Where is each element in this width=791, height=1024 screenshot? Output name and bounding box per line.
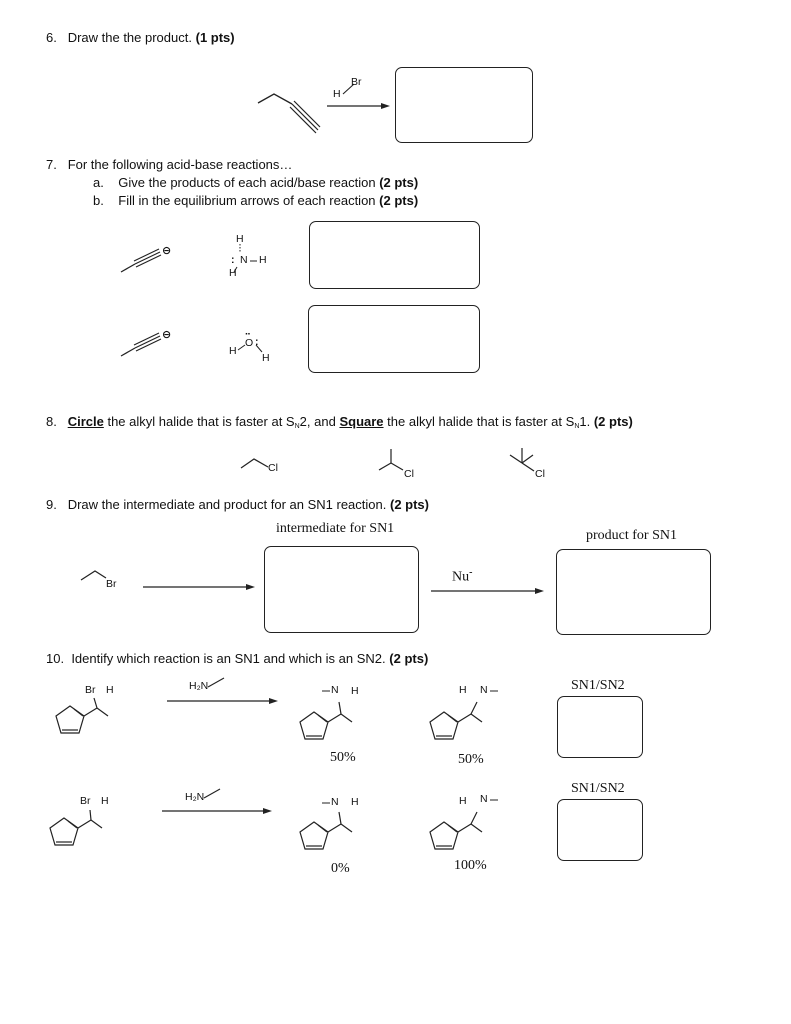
carbanion-charge-2: ⊖	[162, 329, 172, 341]
ethyl-bromide-br: Br	[106, 578, 117, 590]
water-lone-pair-top: ··	[245, 328, 250, 340]
tert-butyl-chloride	[510, 448, 534, 471]
row2-product1-percent: 0%	[331, 861, 350, 876]
question-8-prompt: 8. Circle the alkyl halide that is faster at $S_N2$, and Square the alkyl halide that is faster at $S_N1$. (2 pts)	[46, 414, 633, 430]
row1-reactant-h: H	[106, 684, 114, 696]
q10-row1-product2-ring	[430, 702, 482, 739]
row1-product2-percent: 50%	[458, 752, 484, 767]
question-9-prompt: 9. Draw the intermediate and product for an SN1 reaction. (2 pts)	[46, 497, 429, 512]
isopropyl-chloride	[379, 449, 403, 470]
row1-product1-percent: 50%	[330, 750, 356, 765]
water-h-left: H	[229, 345, 237, 357]
q6-answer-box[interactable]	[395, 67, 533, 143]
row2-product2-n: N	[480, 793, 488, 805]
row2-reactant-br: Br	[80, 795, 91, 807]
row1-answer-box[interactable]	[557, 696, 643, 758]
ammonia-n: N	[240, 254, 248, 266]
question-7-prompt: 7. For the following acid-base reactions…	[46, 157, 293, 172]
row1-reactant-br: Br	[85, 684, 96, 696]
row1-product1-h: H	[351, 685, 359, 697]
row2-answer-label: SN1/SN2	[571, 781, 625, 796]
carbanion-charge-1: ⊖	[162, 245, 172, 257]
question-10-prompt: 10. Identify which reaction is an SN1 and which is an SN2. (2 pts)	[46, 651, 429, 666]
butyne-skeleton	[258, 94, 292, 104]
hbr-br-label: Br	[351, 76, 362, 88]
intermediate-answer-box[interactable]	[264, 546, 419, 633]
q10-row2-product2-ring	[430, 812, 482, 849]
water-lone-pair-side: :	[255, 336, 259, 348]
row1-answer-label: SN1/SN2	[571, 678, 625, 693]
propynide-1	[121, 249, 161, 272]
ethyl-chloride-cl[interactable]: Cl	[268, 462, 278, 474]
row1-product2-n: N	[480, 684, 488, 696]
question-7a: a. Give the products of each acid/base reaction (2 pts)	[93, 175, 419, 190]
question-6-prompt: 6. Draw the the product. (1 pts)	[46, 30, 235, 45]
intermediate-label: intermediate for SN1	[276, 521, 395, 536]
q7-answer-box-1[interactable]	[309, 221, 480, 289]
row2-product1-h: H	[351, 796, 359, 808]
tert-butyl-chloride-cl[interactable]: Cl	[535, 468, 545, 480]
ammonia-h-top: H	[236, 233, 244, 245]
question-7b: b. Fill in the equilibrium arrows of each reaction (2 pts)	[93, 193, 419, 208]
row2-product1-n: N	[331, 796, 339, 808]
product-answer-box[interactable]	[556, 549, 711, 635]
ethyl-chloride	[241, 459, 268, 468]
isopropyl-chloride-cl[interactable]: Cl	[404, 468, 414, 480]
q10-row2-product1-ring	[300, 812, 352, 849]
water-h-right: H	[262, 352, 270, 364]
row1-product2-h: H	[459, 684, 467, 696]
triple-bond	[290, 101, 320, 133]
row2-reactant-h: H	[101, 795, 109, 807]
row2-product2-h: H	[459, 795, 467, 807]
row2-product2-percent: 100%	[454, 858, 487, 873]
row2-answer-box[interactable]	[557, 799, 643, 861]
propynide-2	[121, 333, 161, 356]
ammonia-h-right: H	[259, 254, 267, 266]
q7-answer-box-2[interactable]	[308, 305, 480, 373]
nucleophile-label: Nu-	[452, 567, 473, 585]
row2-amine: H₂N	[185, 791, 205, 803]
row1-amine: H₂N	[189, 680, 209, 692]
hbr-h-label: H	[333, 88, 341, 100]
q10-row1-reactant-ring	[56, 698, 108, 733]
q10-row1-product1-ring	[300, 702, 352, 739]
row1-product1-n: N	[331, 684, 339, 696]
water-o: O	[245, 337, 254, 349]
ammonia-lone-pair: :	[231, 254, 235, 266]
q10-row2-reactant-ring	[50, 810, 102, 845]
ethyl-bromide	[81, 571, 106, 580]
product-label: product for SN1	[586, 528, 677, 543]
ammonia-h-bottom: H	[229, 267, 237, 279]
